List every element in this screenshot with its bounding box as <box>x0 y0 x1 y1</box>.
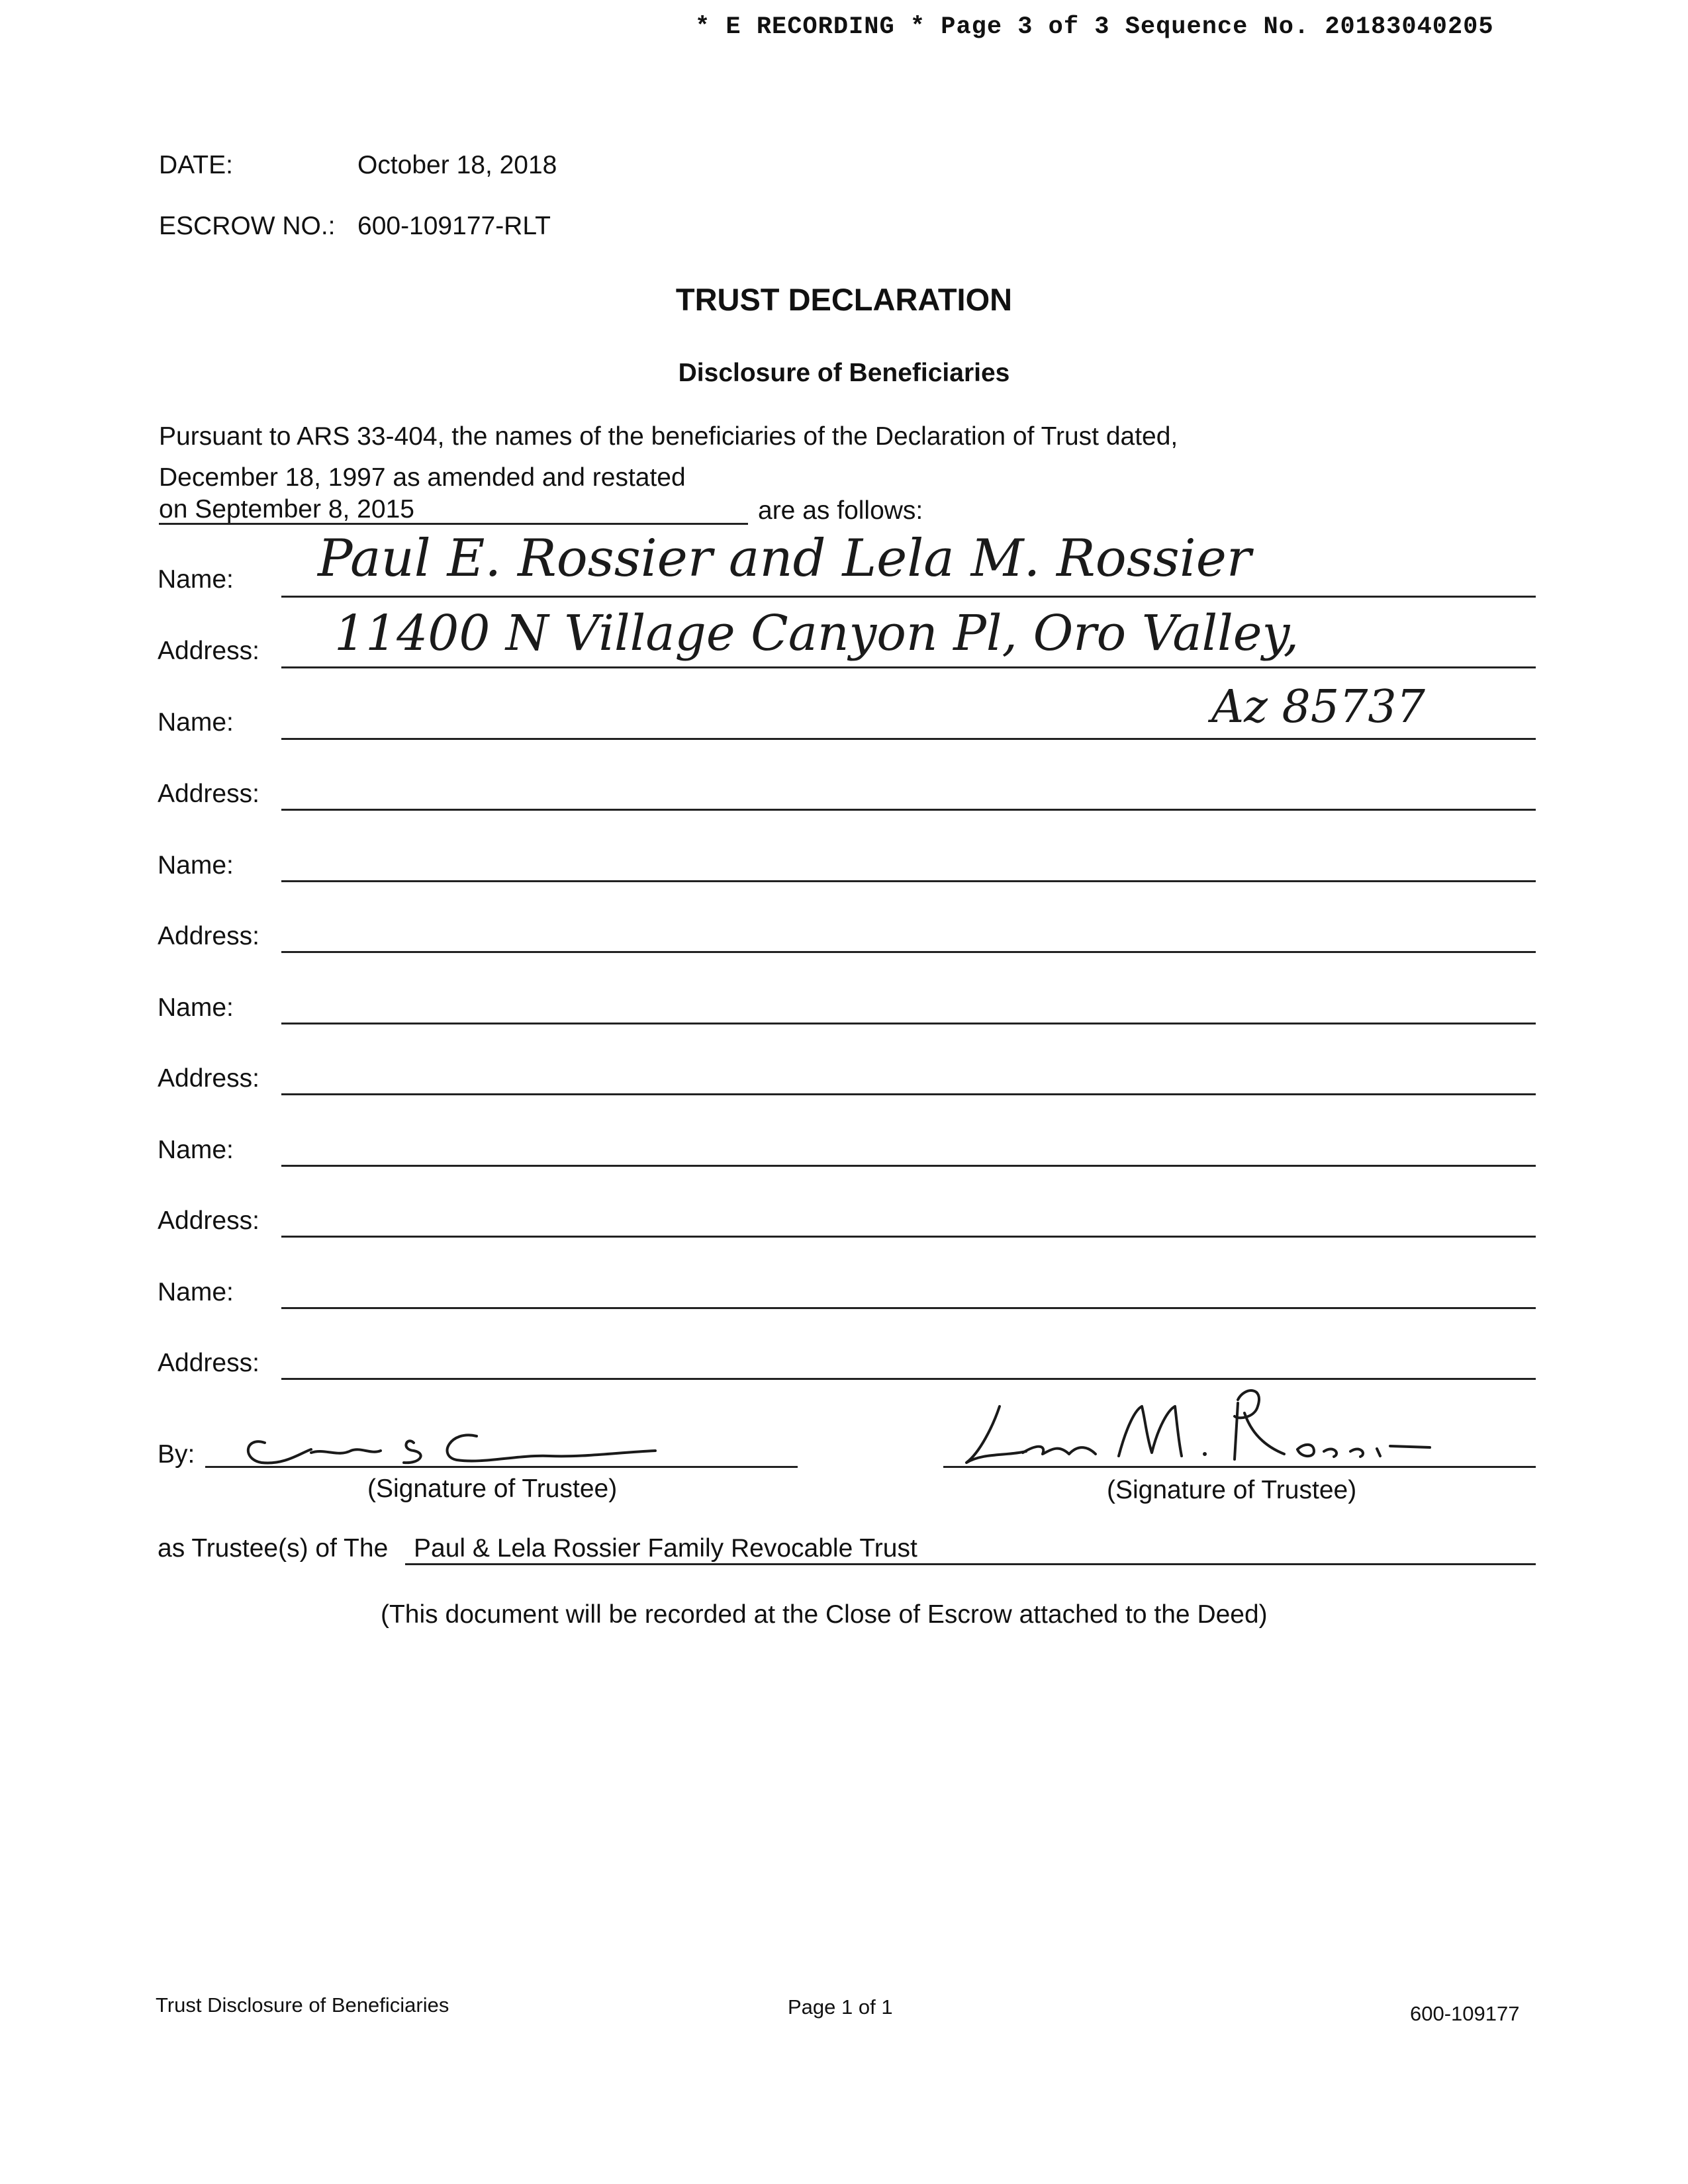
by-label: By: <box>158 1440 195 1469</box>
address-line-1 <box>281 666 1536 668</box>
name-line-2 <box>281 738 1536 740</box>
address-line-2 <box>281 809 1536 811</box>
trustee-prefix: as Trustee(s) of The <box>158 1534 389 1563</box>
beneficiary-address-1: 11400 N Village Canyon Pl, Oro Valley, <box>334 605 1299 662</box>
address-label-4: Address: <box>158 1064 259 1093</box>
date-label: DATE: <box>159 151 233 179</box>
name-label-1: Name: <box>158 565 234 594</box>
address-label-2: Address: <box>158 780 259 808</box>
intro-date-underline <box>159 523 748 525</box>
name-label-2: Name: <box>158 708 234 737</box>
name-label-5: Name: <box>158 1136 234 1164</box>
name-label-3: Name: <box>158 851 234 880</box>
beneficiary-address-1-cont: Az 85737 <box>1211 681 1425 733</box>
intro-line-1: Pursuant to ARS 33-404, the names of the beneficiaries of the Declaration of Trust dated, <box>159 422 1178 451</box>
document-title: TRUST DECLARATION <box>675 282 1013 317</box>
recording-note: (This document will be recorded at the Close of Escrow attached to the Deed) <box>381 1600 1268 1629</box>
footer-page-number: Page 1 of 1 <box>788 1995 893 2019</box>
address-line-3 <box>281 951 1536 953</box>
name-label-6: Name: <box>158 1278 234 1306</box>
intro-line-3-tail: are as follows: <box>758 496 923 525</box>
name-line-4 <box>281 1023 1536 1024</box>
address-label-3: Address: <box>158 922 259 950</box>
escrow-label: ESCROW NO.: <box>159 212 336 240</box>
address-label-1: Address: <box>158 637 259 665</box>
signature-caption-left: (Signature of Trustee) <box>367 1475 618 1503</box>
beneficiary-name-1: Paul E. Rossier and Lela M. Rossier <box>318 529 1252 588</box>
intro-line-2: December 18, 1997 as amended and restated <box>159 463 686 492</box>
recording-header: * E RECORDING * Page 3 of 3 Sequence No. 20183040205 <box>695 13 1494 41</box>
trust-name: Paul & Lela Rossier Family Revocable Trust <box>414 1534 917 1563</box>
footer-title: Trust Disclosure of Beneficiaries <box>156 1993 449 2017</box>
name-line-1 <box>281 596 1536 598</box>
signature-caption-right: (Signature of Trustee) <box>1107 1476 1357 1504</box>
address-label-6: Address: <box>158 1349 259 1377</box>
name-label-4: Name: <box>158 993 234 1022</box>
address-line-4 <box>281 1093 1536 1095</box>
document-subtitle: Disclosure of Beneficiaries <box>678 359 1010 387</box>
address-line-5 <box>281 1236 1536 1238</box>
intro-date-fill: on September 8, 2015 <box>159 495 414 523</box>
escrow-value: 600-109177-RLT <box>357 212 551 240</box>
name-line-3 <box>281 880 1536 882</box>
trustee-signature-right <box>953 1380 1456 1473</box>
trust-name-underline <box>405 1563 1536 1565</box>
address-label-5: Address: <box>158 1206 259 1235</box>
name-line-5 <box>281 1165 1536 1167</box>
footer-escrow-number: 600-109177 <box>1410 2002 1520 2025</box>
name-line-6 <box>281 1307 1536 1309</box>
trustee-signature-left <box>238 1416 662 1476</box>
date-value: October 18, 2018 <box>357 151 557 179</box>
